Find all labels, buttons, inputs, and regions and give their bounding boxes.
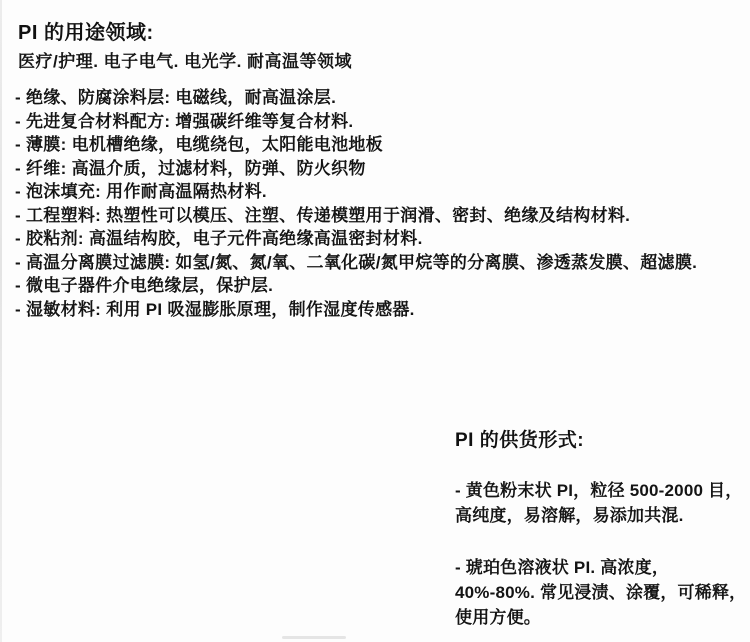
usage-list-item: - 工程塑料: 热塑性可以模压、注塑、传递模塑用于润滑、密封、绝缘及结构材料.: [15, 205, 631, 225]
supply-section: [455, 428, 748, 630]
usage-section-title: PI 的用途领域:: [18, 22, 154, 44]
usage-list-item: - 纤维: 高温介质，过滤材料，防弹、防火织物: [15, 158, 366, 178]
scan-smudge-artifact: [282, 636, 346, 639]
usage-list-item: - 先进复合材料配方: 增强碳纤维等复合材料.: [15, 111, 354, 131]
usage-list: [15, 86, 747, 321]
supply-section-title: PI 的供货形式:: [455, 430, 585, 451]
usage-list-item: - 胶粘剂: 高温结构胶，电子元件高绝缘高温密封材料.: [15, 229, 423, 248]
usage-section: [18, 20, 744, 74]
usage-list-item: - 高温分离膜过滤膜: 如氢/氮、氮/氧、二氧化碳/氮甲烷等的分离膜、渗透蒸发膜、超滤膜.: [15, 252, 698, 272]
usage-list-item: - 微电子器件介电绝缘层，保护层.: [15, 276, 274, 295]
usage-list-item: - 泡沫填充: 用作耐高温隔热材料.: [15, 182, 267, 201]
usage-section-subtitle: 医疗/护理. 电子电气. 电光学. 耐高温等领域: [18, 52, 353, 71]
scan-edge-artifact: [0, 0, 2, 642]
usage-list-item: - 薄膜: 电机槽绝缘，电缆绕包，太阳能电池地板: [15, 135, 383, 154]
usage-list-item: - 绝缘、防腐涂料层: 电磁线，耐高温涂层.: [15, 88, 337, 107]
supply-paragraph-solution: - 琥珀色溶液状 PI. 高浓度，40%-80%. 常见浸渍、涂覆，可稀释，使用方便。: [455, 558, 747, 627]
usage-list-item: - 湿敏材料: 利用 PI 吸湿膨胀原理，制作湿度传感器.: [15, 299, 415, 319]
supply-paragraph-powder: - 黄色粉末状 PI，粒径 500-2000 目，高纯度，易溶解，易添加共混.: [455, 481, 743, 525]
